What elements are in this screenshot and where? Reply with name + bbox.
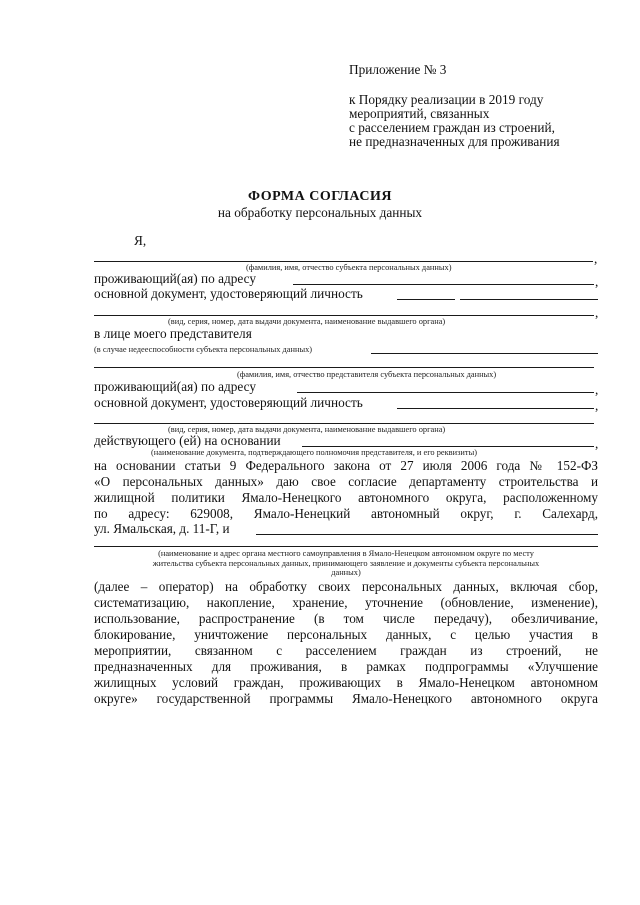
basis-text-line: жилищной политики Ямало-Ненецкого автономного округа, расположенному <box>94 490 598 505</box>
representative-address-line[interactable] <box>297 392 594 393</box>
form-title: ФОРМА СОГЛАСИЯ <box>248 189 392 204</box>
residing-label-representative: проживающий(ая) по адресу <box>94 379 257 394</box>
main-doc-label-representative: основной документ, удостоверяющий личность <box>94 395 363 410</box>
representative-doc-line[interactable] <box>397 408 594 409</box>
appendix-line: к Порядку реализации в 2019 году <box>349 92 544 107</box>
doc-series-line[interactable] <box>397 299 455 300</box>
basis-text-line: «О персональных данных» даю свое согласие департаменту строительства и <box>94 474 598 489</box>
form-subtitle: на обработку персональных данных <box>217 205 423 220</box>
body-text-line: (далее – оператор) на обработку своих персональных данных, включая сбор, <box>94 579 598 594</box>
doc-number-line[interactable] <box>460 299 598 300</box>
address-line[interactable] <box>293 284 594 285</box>
caption-subject-fio: (фамилия, имя, отчество субъекта персональных данных) <box>246 263 452 272</box>
residing-label: проживающий(ая) по адресу <box>94 271 257 286</box>
comma: , <box>594 251 598 266</box>
comma: , <box>595 398 599 413</box>
representative-label: в лице моего представителя <box>94 326 252 341</box>
appendix-line: с расселением граждан из строений, <box>349 120 555 135</box>
caption-local-authority: жительства субъекта персональных данных, принимающего заявление и документы субъекта персональных <box>152 559 540 568</box>
subject-name-line[interactable] <box>94 261 593 262</box>
comma: , <box>595 382 599 397</box>
comma: , <box>595 274 599 289</box>
comma: , <box>595 305 599 320</box>
local-authority-line[interactable] <box>256 534 598 535</box>
representative-name-line[interactable] <box>94 367 594 368</box>
doc-details-line[interactable] <box>94 315 594 316</box>
appendix-number: Приложение № 3 <box>349 62 447 77</box>
caption-local-authority: (наименование и адрес органа местного самоуправления в Ямало-Ненецком автономном округе по месту <box>158 549 534 558</box>
caption-representative-fio: (фамилия, имя, отчество представителя субъекта персональных данных) <box>237 370 497 379</box>
main-doc-label: основной документ, удостоверяющий личность <box>94 286 363 301</box>
body-text-line: жилищных условий граждан, проживающих в Ямало-Ненецком автономном <box>94 675 598 690</box>
local-authority-line-2[interactable] <box>94 546 598 547</box>
body-text-line: систематизацию, накопление, хранение, уточнение (обновление, изменение), <box>94 595 598 610</box>
acting-basis-label: действующего (ей) на основании <box>94 433 281 448</box>
appendix-line: мероприятий, связанных <box>349 106 490 121</box>
body-text-line: округе» государственной программы Ямало-Ненецкого автономного округа <box>94 691 598 706</box>
basis-text-last-line: ул. Ямальская, д. 11-Г, и <box>94 521 230 536</box>
body-text-line: мероприятии, связанном с расселением граждан из строений, не <box>94 643 598 658</box>
representative-doc-details-line[interactable] <box>94 423 594 424</box>
basis-text-line: на основании статьи 9 Федерального закона от 27 июля 2006 года № 152-ФЗ <box>94 458 598 473</box>
authority-document-line[interactable] <box>302 446 594 447</box>
caption-authority-document: (наименование документа, подтверждающего полномочия представителя, и его реквизиты) <box>151 448 477 457</box>
appendix-line: не предназначенных для проживания <box>349 134 560 149</box>
comma: , <box>595 436 599 451</box>
caption-document-representative: (вид, серия, номер, дата выдачи документа, наименование выдавшего органа) <box>168 425 446 434</box>
subject-pronoun: Я, <box>134 233 147 248</box>
caption-incapacity: (в случае недееспособности субъекта персональных данных) <box>94 345 313 354</box>
representative-line[interactable] <box>371 353 598 354</box>
body-text-line: использование, распространение (в том числе передачу), обезличивание, <box>94 611 598 626</box>
caption-document: (вид, серия, номер, дата выдачи документа, наименование выдавшего органа) <box>168 317 446 326</box>
body-text-line: блокирование, уничтожение персональных данных, с целью участия в <box>94 627 598 642</box>
body-text-line: предназначенных для проживания, в рамках подпрограммы «Улучшение <box>94 659 598 674</box>
basis-text-line: по адресу: 629008, Ямало-Ненецкий автономный округ, г. Салехард, <box>94 506 598 521</box>
caption-local-authority: данных) <box>331 568 361 577</box>
